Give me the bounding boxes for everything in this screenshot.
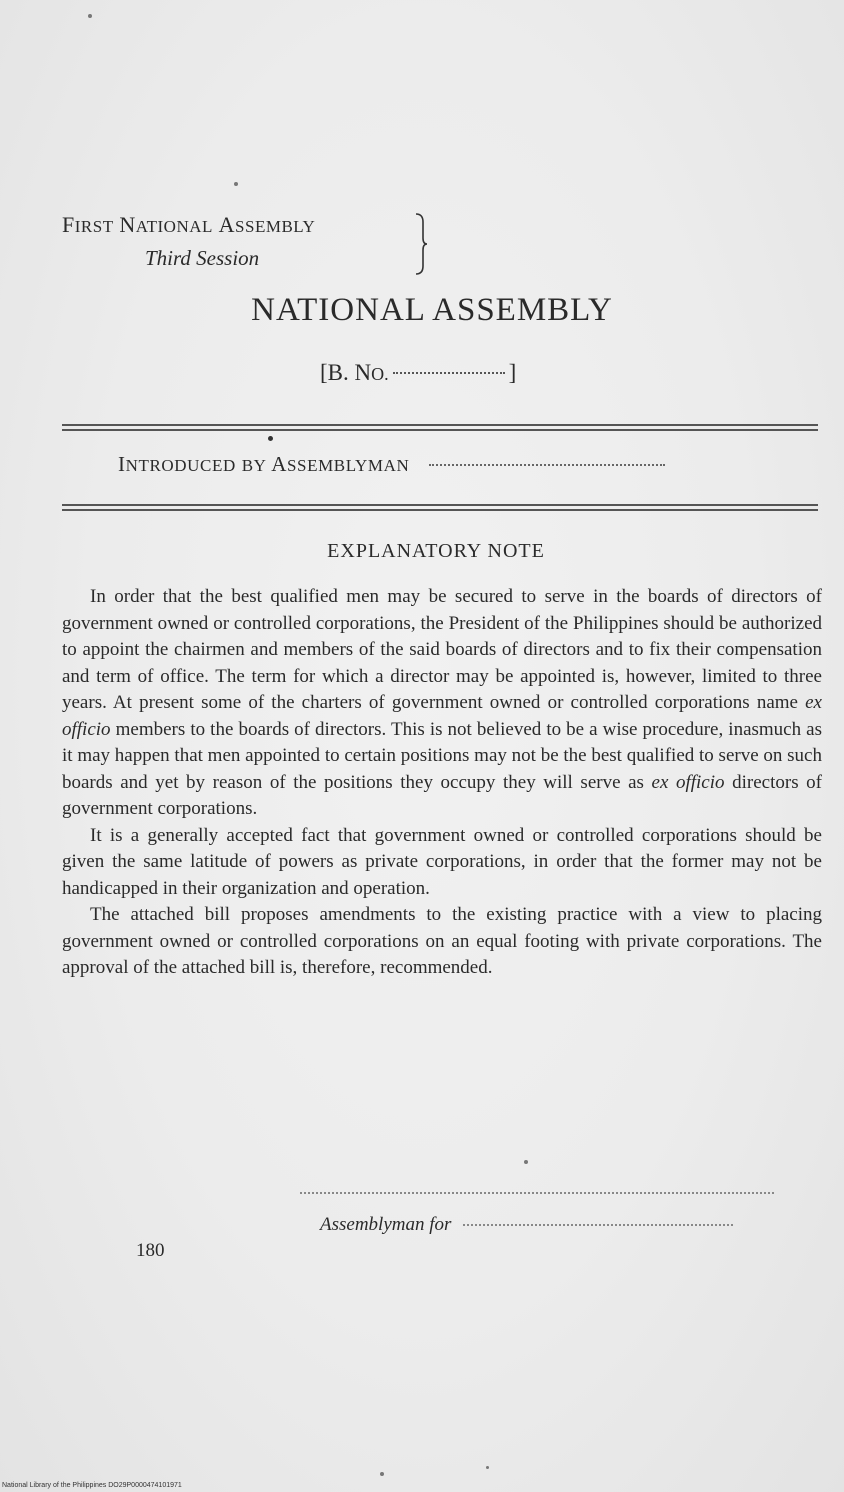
signature-blank: [300, 1192, 774, 1194]
double-rule-top: [62, 424, 818, 432]
print-speck: [234, 182, 238, 186]
print-speck: [380, 1472, 384, 1476]
introduced-by-line: INTRODUCED BY ASSEMBLYMAN: [118, 452, 665, 477]
double-rule-bottom: [62, 504, 818, 512]
print-speck: [486, 1466, 489, 1469]
library-stamp: National Library of the Philippines DO29P0000474101971: [2, 1482, 182, 1489]
page-title: NATIONAL ASSEMBLY: [251, 292, 613, 328]
print-speck: [524, 1160, 528, 1164]
paragraph: The attached bill proposes amendments to the existing practice with a view to placing government owned or controlled corporations on an equal footing with private corporations. The approval of the attached bill is, therefore, recommended.: [62, 904, 822, 978]
session-label: Third Session: [145, 246, 260, 270]
paragraph: It is a generally accepted fact that government owned or controlled corporations should be given the same latitude of powers as private corporations, in order that the former may not be handicapped in their organization and operation.: [62, 824, 822, 899]
paragraph: In order that the best qualified men may be secured to serve in the boards of directors of government owned or controlled corporations, the President of the Philippines should be authorized to appoint the chairmen and members of the said boards of directors and to fix their compensation and term of office. The term for which a director may be appointed is, however, limited to three years. At present some of the charters of government owned or controlled corporations name ex officio members to the boards of directors. This is not believed to be a wise procedure, inasmuch as it may happen that men appointed to certain positions may not be the best qualified to serve on such boards and yet by reason of the positions they occupy they will serve as ex officio directors of government corporations.: [62, 586, 823, 819]
district-blank: [463, 1224, 733, 1226]
assemblyman-name-blank: [429, 464, 665, 466]
brace-icon: [414, 212, 428, 276]
print-speck: [88, 14, 92, 18]
assembly-designation: FIRST NATIONAL ASSEMBLY: [62, 212, 316, 237]
print-speck: [268, 436, 273, 441]
bill-number: [B. NO. ]: [320, 360, 517, 385]
page-number: 180: [136, 1240, 165, 1261]
session-header: [62, 212, 442, 282]
explanatory-note-body: [62, 584, 822, 982]
bill-number-blank: [393, 372, 505, 374]
section-heading: EXPLANATORY NOTE: [327, 540, 545, 562]
signature-label: Assemblyman for: [320, 1214, 733, 1236]
